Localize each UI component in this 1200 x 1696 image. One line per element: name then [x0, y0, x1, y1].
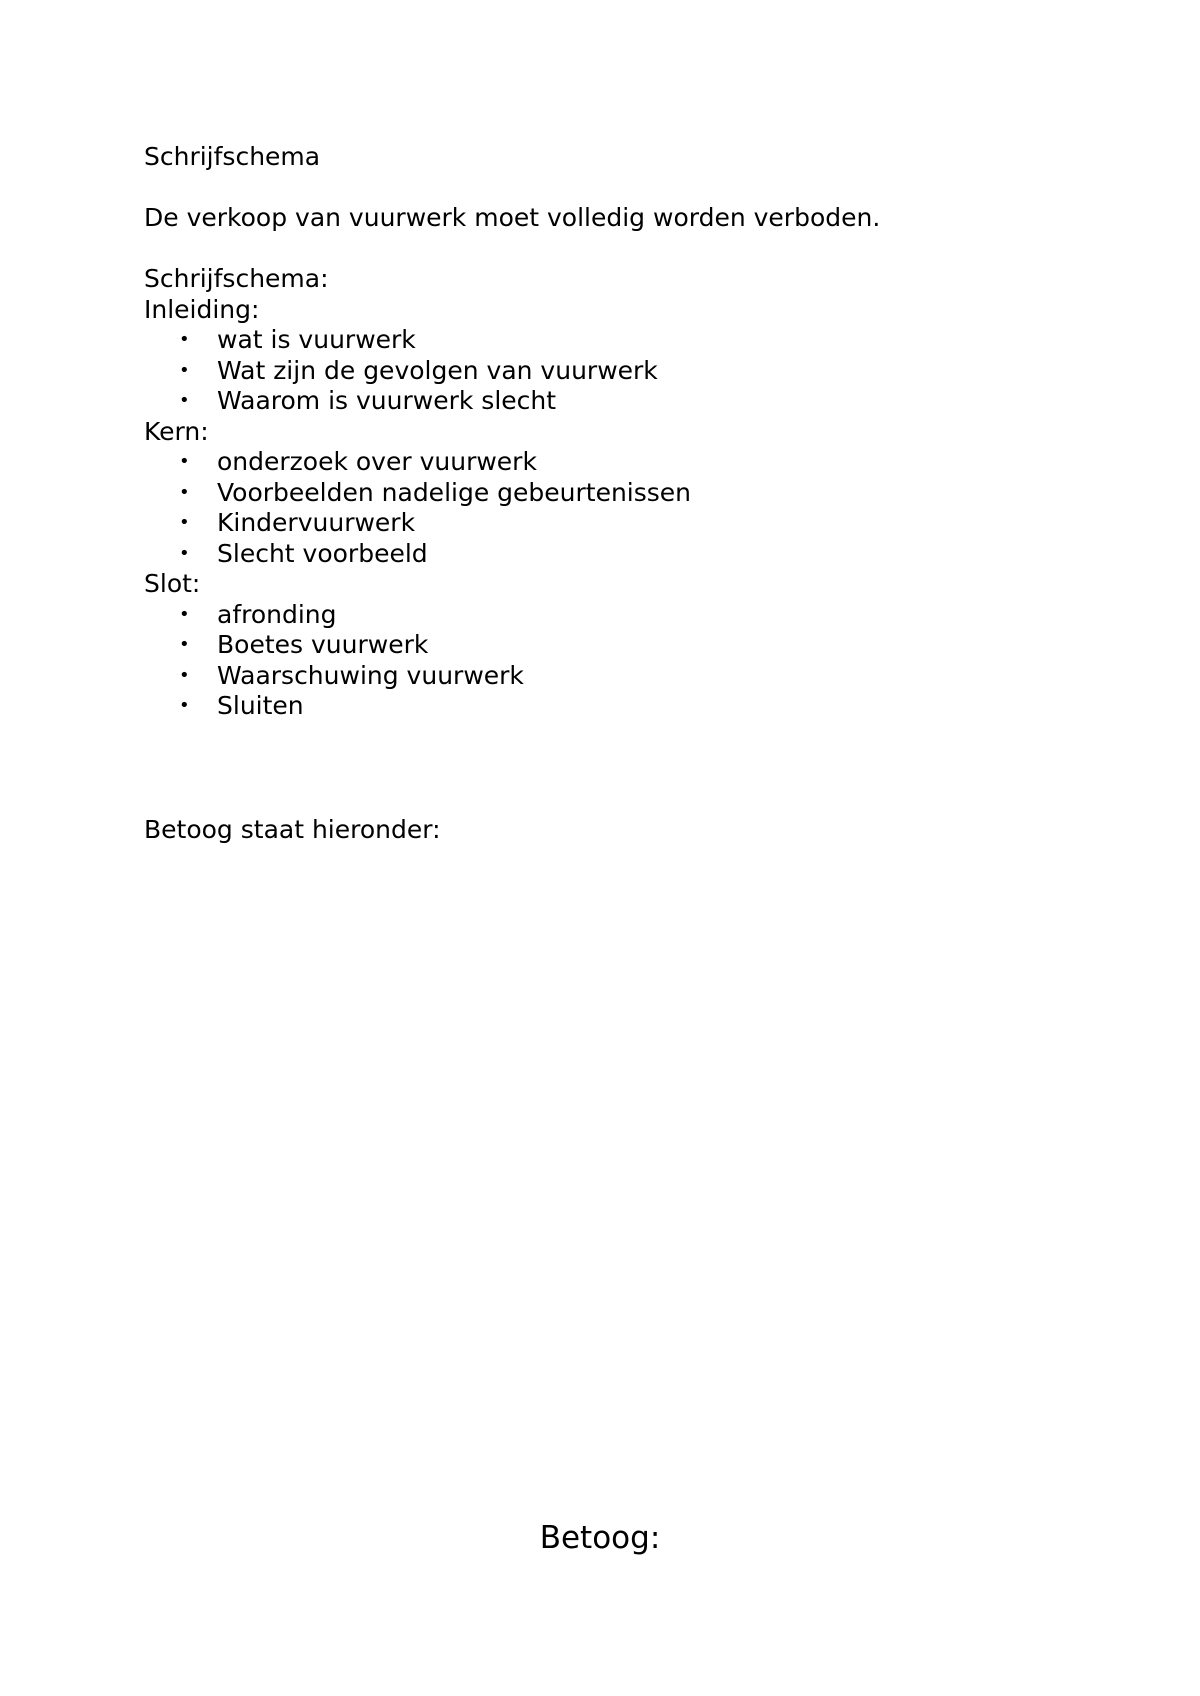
bullet-icon: • [179, 664, 190, 686]
item-list-inleiding [144, 325, 691, 417]
bullet-icon: • [179, 451, 190, 472]
item-list-slot [144, 600, 691, 722]
list-item [144, 691, 691, 722]
section-kern [144, 417, 691, 570]
section-inleiding [144, 295, 691, 417]
list-item-text: onderzoek over vuurwerk [217, 447, 537, 476]
list-item [144, 661, 691, 692]
list-item [144, 325, 691, 356]
list-item-text: Voorbeelden nadelige gebeurtenissen [217, 477, 692, 507]
list-item-text: Boetes vuurwerk [217, 630, 429, 659]
schema-label: Schrijfschema: [144, 264, 329, 293]
list-item [144, 539, 691, 570]
bullet-icon: • [179, 695, 190, 716]
list-item [144, 386, 691, 417]
bullet-icon: • [179, 481, 190, 503]
list-item [144, 447, 691, 478]
betoog-heading: Betoog: [539, 1520, 661, 1556]
item-list-kern [144, 447, 691, 569]
list-item-text: Waarschuwing vuurwerk [217, 660, 524, 690]
list-item-text: Sluiten [217, 691, 304, 720]
list-item [144, 508, 691, 539]
betoog-note: Betoog staat hieronder: [144, 815, 441, 844]
section-label-inleiding: Inleiding: [144, 294, 260, 324]
bullet-icon: • [179, 603, 190, 625]
list-item [144, 600, 691, 631]
thesis-statement: De verkoop van vuurwerk moet volledig worden verboden. [144, 203, 881, 232]
list-item-text: Kindervuurwerk [217, 508, 416, 537]
list-item [144, 478, 691, 509]
bullet-icon: • [179, 634, 190, 655]
list-item [144, 356, 691, 387]
list-item-text: Slecht voorbeeld [217, 538, 428, 568]
list-item-text: Waarom is vuurwerk slecht [217, 386, 557, 415]
list-item-text: Wat zijn de gevolgen van vuurwerk [217, 355, 658, 385]
section-slot [144, 569, 691, 722]
list-item-text: wat is vuurwerk [217, 325, 416, 354]
document-title: Schrijfschema [144, 142, 321, 171]
bullet-icon: • [179, 390, 190, 411]
list-item [144, 630, 691, 661]
bullet-icon: • [179, 542, 190, 564]
section-label-slot: Slot: [144, 569, 201, 598]
section-label-kern: Kern: [144, 416, 209, 446]
bullet-icon: • [179, 329, 190, 350]
bullet-icon: • [179, 512, 190, 533]
writing-schema [144, 264, 691, 722]
list-item-text: afronding [217, 599, 337, 629]
bullet-icon: • [179, 359, 190, 381]
